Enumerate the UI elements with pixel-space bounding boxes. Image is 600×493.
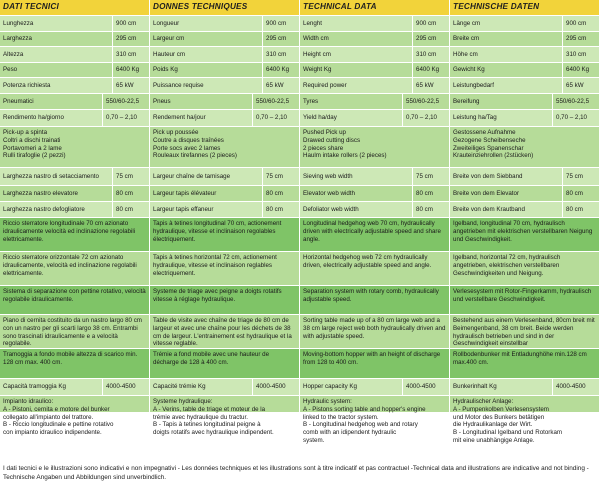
spec-value: 75 cm: [266, 172, 283, 180]
spec-description-french: Pick up poussée Coutre a disques traînées Porte socs avec 2 lames Rouleaux tirefannes (2 pieces): [150, 127, 300, 168]
spec-value: 80 cm: [566, 205, 583, 213]
spec-value: 80 cm: [116, 205, 133, 213]
spec-cell-french: [150, 78, 300, 94]
spec-cell-german: [450, 110, 600, 127]
spec-description-english: Moving-bottom hopper with an height of discharge from 128 to 400 cm.: [300, 349, 450, 379]
spec-cell-french: [150, 16, 300, 32]
spec-value: 4000-4500: [556, 383, 586, 391]
header-english: TECHNICAL DATA: [300, 0, 450, 16]
spec-label: Height cm: [300, 47, 413, 62]
spec-description-english: Pushed Pick up Drawed cutting discs 2 pieces share Haulm intake rollers (2 pieces): [300, 127, 450, 168]
spec-value: 550/60-22,5: [556, 97, 590, 105]
spec-label: Width cm: [300, 32, 413, 46]
spec-label: Pneumatici: [0, 94, 103, 109]
spec-description-german: Hydraulischer Anlage: A - Pumpenkolben Verlesensystem und Motor des Bunkers betätigen die Hydraulikanlage der Wirt. B - Longitudinal Igelband und Rotorkam mit eine unabhängige Anlage.: [450, 396, 600, 413]
spec-label: Largeur tapis élévateur: [150, 186, 263, 201]
spec-cell-french: [150, 32, 300, 47]
spec-label: Elevator web width: [300, 186, 413, 201]
spec-value: 75 cm: [116, 172, 133, 180]
spec-label: Breite von dem Krautband: [450, 202, 563, 217]
spec-cell-german: [450, 16, 600, 32]
spec-description-italian: Tramoggia a fondo mobile altezza di scarico min. 128 cm max. 400 cm.: [0, 349, 150, 379]
spec-label: Lunghezza: [0, 16, 113, 31]
spec-description-french: Systeme hydraulique: A - Verins, table de triage et moteur de la trémie avec hydraulique du tractur. B - Tapis à tetines longitudinal peigne à doigts rotatifs avec hydraulique indipendent.: [150, 396, 300, 413]
spec-value: 6400 Kg: [416, 66, 440, 74]
spec-label: Breite cm: [450, 32, 563, 46]
spec-label: Bunkerinhalt Kg: [450, 379, 553, 395]
spec-cell-french: [150, 94, 300, 110]
spec-cell-italian: [0, 63, 150, 78]
spec-cell-italian: [0, 186, 150, 202]
spec-value: 80 cm: [416, 189, 433, 197]
spec-cell-german: [450, 63, 600, 78]
spec-value: 900 cm: [566, 19, 587, 27]
spec-label: Lenght: [300, 16, 413, 31]
spec-label: Puissance requise: [150, 78, 263, 93]
spec-label: Höhe cm: [450, 47, 563, 62]
spec-cell-french: [150, 186, 300, 202]
spec-label: Hopper capacity Kg: [300, 379, 403, 395]
spec-cell-german: [450, 94, 600, 110]
spec-value: 550/60-22,5: [106, 97, 140, 105]
spec-description-french: Trémie a fond mobile avec une hauteur de décharge de 128 à 400 cm.: [150, 349, 300, 379]
spec-label: Capacité trémie Kg: [150, 379, 253, 395]
spec-cell-english: [300, 186, 450, 202]
spec-description-english: Longitudinal hedgehog web 70 cm, hydraulically driven with electrically adjustable speed and share angle.: [300, 218, 450, 252]
spec-value: 550/60-22,5: [406, 97, 440, 105]
spec-cell-french: [150, 168, 300, 186]
spec-value: 4000-4500: [406, 383, 436, 391]
spec-cell-french: [150, 379, 300, 396]
spec-label: Largeur chaîne de tamisage: [150, 168, 263, 185]
spec-value: 0,70 – 2,10: [256, 114, 287, 122]
spec-cell-english: [300, 32, 450, 47]
header-german: TECHNISCHE DATEN: [450, 0, 600, 16]
spec-description-french: Systeme de triage avec peigne a doigts rotatifs vitesse à réglage hydraulique.: [150, 286, 300, 315]
spec-cell-english: [300, 78, 450, 94]
spec-description-english: Separation system with rotary comb, hydraulically adjustable speed.: [300, 286, 450, 315]
spec-value: 65 kW: [116, 81, 134, 89]
spec-cell-german: [450, 47, 600, 63]
spec-value: 310 cm: [416, 50, 437, 58]
spec-cell-english: [300, 202, 450, 218]
spec-label: Tyres: [300, 94, 403, 109]
spec-value: 310 cm: [266, 50, 287, 58]
header-italian: DATI TECNICI: [0, 0, 150, 16]
spec-cell-english: [300, 379, 450, 396]
spec-label: Peso: [0, 63, 113, 77]
header-french: DONNES TECHNIQUES: [150, 0, 300, 16]
spec-value: 900 cm: [266, 19, 287, 27]
spec-description-german: Rollbodenbunker mit Entladunghöhe min.128 cm max.400 cm.: [450, 349, 600, 379]
spec-label: Breite von dem Siebband: [450, 168, 563, 185]
spec-cell-italian: [0, 110, 150, 127]
spec-description-german: Igelband, horizontal 72 cm, hydraulisch angetrieben, elektrischen verstellbaren Geschwindigkeiten und Neigung.: [450, 252, 600, 286]
spec-label: Capacità tramoggia Kg: [0, 379, 103, 395]
spec-value: 550/60-22,5: [256, 97, 290, 105]
spec-cell-french: [150, 202, 300, 218]
spec-value: 900 cm: [116, 19, 137, 27]
spec-description-italian: Piano di cernita costituito da un nastro largo 80 cm con un nastro per gli scarti largo 38 cm. Entrambi sono trascinati idraulicamente e a velocità regolabile.: [0, 315, 150, 349]
spec-value: 295 cm: [116, 35, 137, 43]
spec-value: 80 cm: [416, 205, 433, 213]
spec-label: Breite von dem Elevator: [450, 186, 563, 201]
spec-label: Larghezza nastro di setacciamento: [0, 168, 113, 185]
spec-cell-german: [450, 186, 600, 202]
spec-cell-english: [300, 168, 450, 186]
spec-cell-english: [300, 16, 450, 32]
spec-label: Longueur: [150, 16, 263, 31]
spec-value: 80 cm: [266, 189, 283, 197]
spec-label: Sieving web width: [300, 168, 413, 185]
spec-value: 80 cm: [566, 189, 583, 197]
spec-cell-german: [450, 202, 600, 218]
spec-value: 0,70 – 2,10: [406, 114, 437, 122]
spec-description-french: Table de visite avec chaîne de triage de 80 cm de largeur et avec une chaîne pour les déchets de 38 cm de largeur. L'entrainement est hydraulique et la vitesse reglable.: [150, 315, 300, 349]
spec-cell-italian: [0, 168, 150, 186]
spec-value: 0,70 – 2,10: [556, 114, 587, 122]
spec-label: Pneus: [150, 94, 253, 109]
spec-label: Largeur tapis effaneur: [150, 202, 263, 217]
spec-description-italian: Sistema di separazione con pettine rotativo, velocità regolabile idraulicamente.: [0, 286, 150, 315]
spec-label: Weight Kg: [300, 63, 413, 77]
spec-cell-french: [150, 47, 300, 63]
spec-value: 65 kW: [416, 81, 434, 89]
spec-label: Larghezza nastro defogliatore: [0, 202, 113, 217]
spec-cell-italian: [0, 16, 150, 32]
spec-label: Leistungbedarf: [450, 78, 563, 93]
spec-cell-italian: [0, 32, 150, 47]
spec-label: Larghezza: [0, 32, 113, 46]
spec-description-italian: Riccio sterratore longitudinale 70 cm azionato idraulicamente velocità ed inclinazione regolabili elettricamente.: [0, 218, 150, 252]
spec-label: Yield ha/day: [300, 110, 403, 126]
spec-description-italian: Pick-up a spinta Coltri a dischi trainati Portavomeri a 2 lame Rulli tirafoglie (2 pezzi): [0, 127, 150, 168]
spec-value: 295 cm: [566, 35, 587, 43]
spec-value: 65 kW: [566, 81, 584, 89]
spec-description-french: Tapis à tetines longitudinal 70 cm, actionement hydraulique, vitesse et inclinaison regolables électriquement.: [150, 218, 300, 252]
spec-value: 310 cm: [116, 50, 137, 58]
spec-description-english: Horizontal hedgehog web 72 cm hydraulically driven, electrically adjustable speed and angle.: [300, 252, 450, 286]
spec-cell-italian: [0, 47, 150, 63]
spec-cell-german: [450, 78, 600, 94]
spec-description-german: Igelband, longitudinal 70 cm, hydraulisch angetrieben mit elektrischen verstellbaren Neigung und Geschwindigkeit.: [450, 218, 600, 252]
spec-label: Required power: [300, 78, 413, 93]
spec-description-italian: Impianto idraulico: A - Pistoni, cernita e motore del bunker collegato all'impianto del trattore. B - Riccio longitudinale e pettine rotativo con impianto idraulico indipendente.: [0, 396, 150, 413]
spec-value: 65 kW: [266, 81, 284, 89]
spec-value: 80 cm: [116, 189, 133, 197]
spec-value: 900 cm: [416, 19, 437, 27]
spec-cell-italian: [0, 379, 150, 396]
spec-value: 4000-4500: [256, 383, 286, 391]
spec-label: Rendimento ha/giorno: [0, 110, 103, 126]
spec-label: Leistung ha/Tag: [450, 110, 553, 126]
spec-value: 295 cm: [266, 35, 287, 43]
spec-value: 4000-4500: [106, 383, 136, 391]
spec-value: 6400 Kg: [266, 66, 290, 74]
spec-label: Länge cm: [450, 16, 563, 31]
spec-cell-italian: [0, 78, 150, 94]
spec-cell-english: [300, 63, 450, 78]
disclaimer-footer: I dati tecnici e le illustrazioni sono indicativi e non impegnativi - Les données techniques et les illustrations sont à titre indicatif et pas contractuel -Technical data and illustrations are indicative and not binding - Technische Angaben und Abbildungen sind unverbindlich.: [0, 462, 600, 493]
spec-label: Poids Kg: [150, 63, 263, 77]
spec-description-english: Hydraulic system: A - Pistons sorting table and hopper's engine linked to the tractor system. B - Longitudinal hedgehog web and rotary comb with an idipendent hydraulic system.: [300, 396, 450, 413]
spec-value: 0,70 – 2,10: [106, 114, 137, 122]
spec-cell-german: [450, 379, 600, 396]
spec-value: 6400 Kg: [566, 66, 590, 74]
spec-label: Bereifung: [450, 94, 553, 109]
spec-value: 6400 Kg: [116, 66, 140, 74]
spec-description-german: Gestossene Aufnahme Gezogene Scheibenseche Zweiteiliges Spanenschar Krauteinziehrollen (2stücken): [450, 127, 600, 168]
spec-value: 75 cm: [416, 172, 433, 180]
spec-label: Larghezza nastro elevatore: [0, 186, 113, 201]
spec-label: Largeur cm: [150, 32, 263, 46]
spec-label: Altezza: [0, 47, 113, 62]
spec-cell-german: [450, 32, 600, 47]
spec-description-german: Verlesesystem mit Rotor-Fingerkamm, hydraulisch und verstellbare Geschwindigkeit.: [450, 286, 600, 315]
spec-value: 295 cm: [416, 35, 437, 43]
spec-description-german: Bestehend aus einem Verlesenband, 80cm breit mit Beimengenband, 38 cm breit. Beide werden hydraulisch betrieben und sind in der Geschwindigkeit einstellbar: [450, 315, 600, 349]
spec-label: Potenza richiesta: [0, 78, 113, 93]
spec-label: Hauteur cm: [150, 47, 263, 62]
spec-cell-german: [450, 168, 600, 186]
spec-label: Defoliator web width: [300, 202, 413, 217]
spec-description-english: Sorting table made up of a 80 cm large web and a 38 cm large reject web both hydraulically driven and with adjustable speed.: [300, 315, 450, 349]
spec-value: 310 cm: [566, 50, 587, 58]
spec-cell-french: [150, 63, 300, 78]
spec-label: Gewicht Kg: [450, 63, 563, 77]
spec-cell-italian: [0, 202, 150, 218]
spec-label: Rendement ha/jour: [150, 110, 253, 126]
spec-value: 75 cm: [566, 172, 583, 180]
spec-cell-french: [150, 110, 300, 127]
spec-cell-italian: [0, 94, 150, 110]
spec-cell-english: [300, 110, 450, 127]
spec-value: 80 cm: [266, 205, 283, 213]
spec-description-french: Tapis à tetines horizontal 72 cm, actionement hydraulique, vitesse et inclinaison reglables electriquement.: [150, 252, 300, 286]
spec-cell-english: [300, 47, 450, 63]
spec-description-italian: Riccio sterratore orizzontale 72 cm azionato idraulicamente, velocità ed inclinazione regolabili elettricamente.: [0, 252, 150, 286]
spec-cell-english: [300, 94, 450, 110]
